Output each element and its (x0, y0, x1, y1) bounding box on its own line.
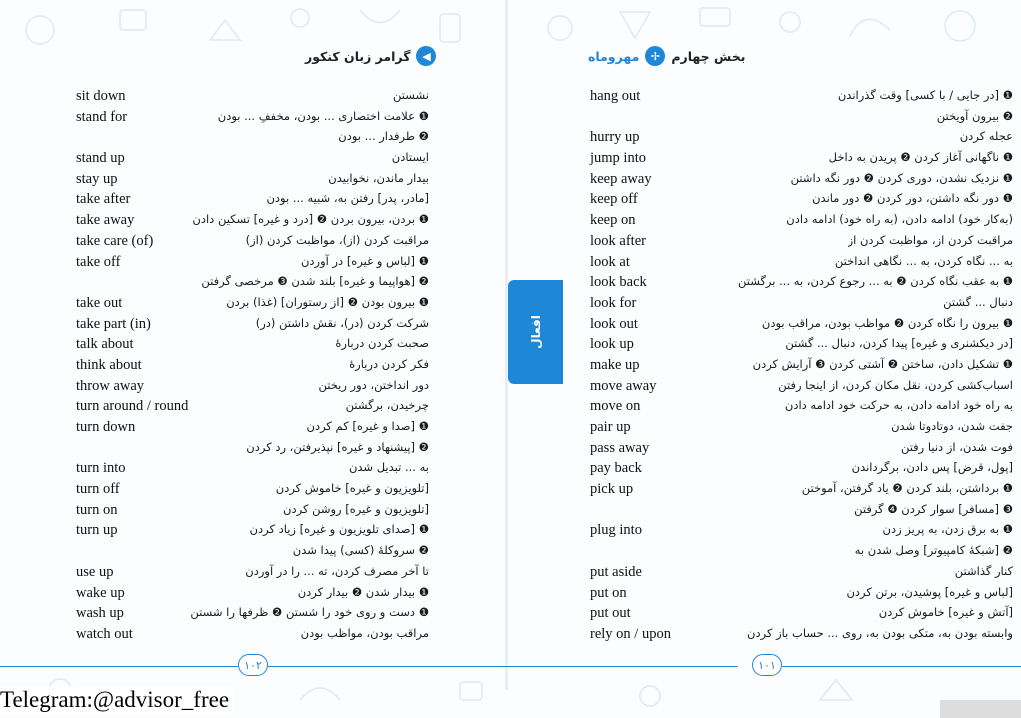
entry-row (0, 231, 505, 252)
persian-meaning: فکر کردن دربارهٔ (349, 356, 429, 371)
phrasal-verb: plug into (590, 522, 642, 539)
phrasal-verb: look for (590, 294, 637, 311)
persian-meaning: ❷ [پیشنهاد و غیره] نپذیرفتن، رد کردن (246, 439, 429, 454)
persian-meaning: [آتش و غیره] خاموش کردن (878, 605, 1013, 620)
phrasal-verb: watch out (76, 625, 133, 642)
persian-meaning: (به‌کار خود) ادامه دادن، (به راه خود) ادامه دادن (786, 212, 1013, 227)
entry-row (0, 624, 505, 645)
entry-row (0, 520, 505, 541)
persian-meaning: ❷ [هواپیما و غیره] بلند شدن ❸ مرخصی گرفتن (201, 274, 429, 289)
phrasal-verb: move away (590, 377, 657, 394)
persian-meaning: ❶ دست و روی خود را شستن ❷ ظرفها را شستن (190, 605, 429, 620)
phrasal-verb: turn up (76, 522, 118, 539)
phrasal-verb: think about (76, 356, 142, 373)
entry-row (0, 252, 505, 273)
entry-row (508, 86, 1021, 107)
phrasal-verb: use up (76, 563, 114, 580)
footer-rule-middle (268, 666, 738, 667)
persian-meaning: فوت شدن، از دنیا رفتن (900, 439, 1013, 454)
entry-row (508, 107, 1021, 128)
entry-row (0, 127, 505, 148)
persian-meaning: ❶ [صدای تلویزیون و غیره] زیاد کردن (249, 522, 429, 537)
entry-row (0, 314, 505, 335)
phrasal-verb: pair up (590, 419, 631, 435)
entry-row (0, 334, 505, 355)
right-page-header (588, 46, 745, 66)
entry-row (508, 314, 1021, 335)
entry-row (0, 396, 505, 417)
section-side-tab (508, 280, 563, 384)
entry-row (508, 458, 1021, 479)
entry-row (508, 169, 1021, 190)
entry-row (508, 334, 1021, 355)
phrasal-verb: take out (76, 294, 123, 311)
entry-row (508, 500, 1021, 521)
phrasal-verb: take off (76, 253, 121, 270)
entry-row (508, 148, 1021, 169)
phrasal-verb: keep off (590, 191, 638, 208)
persian-meaning: شرکت کردن (در)، نقش داشتن (در) (255, 315, 429, 330)
phrasal-verb: throw away (76, 377, 145, 394)
persian-meaning: ❶ تشکیل دادن، ساختن ❷ آشتی کردن ❸ آرایش کردن (752, 356, 1013, 371)
persian-meaning: نشستن (393, 88, 429, 102)
entry-row (0, 479, 505, 500)
persian-meaning: ❶ برداشتن، بلند کردن ❷ یاد گرفتن، آموختن (801, 481, 1013, 496)
phrasal-verb: keep on (590, 212, 636, 229)
phrasal-verb: take after (76, 191, 131, 208)
persian-meaning: ❶ به برق زدن، به پریز زدن (882, 522, 1013, 537)
persian-meaning: به راه خود ادامه دادن، به حرکت خود ادامه دادن (784, 398, 1013, 413)
persian-meaning: عجله کردن (959, 129, 1013, 144)
phrasal-verb: make up (590, 356, 640, 373)
phrasal-verb: look up (590, 336, 634, 353)
persian-meaning: چرخیدن، برگشتن (345, 398, 429, 413)
footer-rule-left-a (0, 666, 238, 667)
entry-row (508, 355, 1021, 376)
persian-meaning: ❷ سروکلهٔ (کسی) پیدا شدن (292, 543, 429, 558)
corner-shadow (940, 700, 1021, 718)
phrasal-verb: stand up (76, 150, 125, 167)
persian-meaning: به ... تبدیل شدن (348, 460, 429, 475)
entry-row (508, 479, 1021, 500)
persian-meaning: مراقب بودن، مواظب بودن (300, 625, 429, 640)
persian-meaning: ❶ به عقب نگاه کردن ❷ به ... رجوع کردن، به ... برگشتن (737, 274, 1013, 289)
entry-row (508, 127, 1021, 148)
entry-row (0, 458, 505, 479)
right-page-number: ۱۰۱ (752, 654, 782, 676)
entry-row (508, 189, 1021, 210)
phrasal-verb: put aside (590, 563, 642, 580)
entry-row (0, 86, 505, 107)
persian-meaning: تا آخر مصرف کردن، ته ... را در آوردن (245, 563, 429, 578)
phrasal-verb: turn off (76, 481, 120, 498)
entry-row (508, 562, 1021, 583)
phrasal-verb: look at (590, 253, 630, 270)
entry-row (0, 189, 505, 210)
persian-meaning: [در دیکشنری و غیره] پیدا کردن، دنبال ... گشتن (785, 336, 1013, 351)
entry-row (508, 396, 1021, 417)
entry-row (0, 169, 505, 190)
persian-meaning: ❶ [در جایی / با کسی] وقت گذراندن (837, 88, 1013, 102)
right-page (508, 0, 1021, 690)
persian-meaning: کنار گذاشتن (954, 563, 1013, 578)
persian-meaning: دور انداختن، دور ریختن (318, 377, 429, 392)
entry-row (0, 107, 505, 128)
entry-row (0, 376, 505, 397)
persian-meaning: ❶ بیدار شدن ❷ بیدار کردن (297, 584, 429, 599)
phrasal-verb: take away (76, 212, 135, 229)
phrasal-verb: stand for (76, 108, 128, 125)
persian-meaning: ❶ ناگهانی آغاز کردن ❷ پریدن به داخل (828, 150, 1013, 165)
phrasal-verb: put on (590, 584, 627, 601)
entry-row (0, 583, 505, 604)
phrasal-verb: look out (590, 315, 638, 332)
phrasal-verb: put out (590, 605, 631, 622)
entry-row (0, 148, 505, 169)
phrasal-verb: take care (of) (76, 232, 154, 249)
entry-row (508, 624, 1021, 645)
entry-row (0, 562, 505, 583)
left-page-number: ۱۰۲ (238, 654, 268, 676)
persian-meaning: ❷ بیرون آویختن (936, 108, 1013, 123)
right-entry-list (508, 86, 1021, 645)
persian-meaning: [لباس و غیره] پوشیدن، برتن کردن (846, 584, 1013, 599)
entry-row (508, 376, 1021, 397)
right-header-section: بخش چهارم (671, 48, 746, 64)
persian-meaning: [تلویزیون و غیره] روشن کردن (283, 501, 429, 516)
persian-meaning: اسباب‌کشی کردن، نقل مکان کردن، از اینجا رفتن (778, 377, 1013, 392)
entry-row (508, 417, 1021, 438)
persian-meaning: [مادر، پدر] رفتن به، شبیه ... بودن (266, 191, 429, 206)
entry-row (0, 355, 505, 376)
entry-row (0, 417, 505, 438)
persian-meaning: ❷ [شبکهٔ کامپیوتر] وصل شدن به (854, 543, 1013, 558)
phrasal-verb: pay back (590, 460, 642, 477)
left-page-header (305, 46, 436, 66)
entry-row (0, 272, 505, 293)
phrasal-verb: wash up (76, 605, 124, 622)
phrasal-verb: wake up (76, 584, 125, 601)
entry-row (508, 210, 1021, 231)
persian-meaning: ❶ [لباس و غیره] در آوردن (300, 253, 429, 268)
left-page (0, 0, 505, 690)
phrasal-verb: stay up (76, 170, 118, 187)
entry-row (508, 272, 1021, 293)
phrasal-verb: look after (590, 232, 646, 249)
persian-meaning: ❶ علامت اختصاری ... بودن، مخففِ ... بودن (217, 108, 429, 123)
left-header-title: گرامر زبان کنکور (305, 48, 411, 64)
persian-meaning: به ... نگاه کردن، به ... نگاهی انداختن (834, 253, 1013, 268)
phrasal-verb: talk about (76, 336, 134, 353)
phrasal-verb: turn around / round (76, 398, 189, 415)
persian-meaning: ❷ طرفدار ... بودن (338, 129, 429, 144)
phrasal-verb: turn into (76, 460, 126, 477)
entry-row (508, 252, 1021, 273)
persian-meaning: مراقبت کردن (از)، مواظبت کردن (از) (245, 232, 429, 247)
persian-meaning: ❶ بیرون را نگاه کردن ❷ مواظب بودن، مراقب بودن (761, 315, 1013, 330)
entry-row (508, 541, 1021, 562)
entry-row (508, 438, 1021, 459)
phrasal-verb: take part (in) (76, 315, 151, 332)
persian-meaning: بیدار ماندن، نخوابیدن (328, 170, 429, 185)
book-logo-icon: ◀ (416, 46, 436, 66)
persian-meaning: ایستادن (391, 150, 429, 165)
persian-meaning: صحبت کردن دربارهٔ (335, 336, 429, 351)
persian-meaning: دنبال ... گشتن (943, 294, 1013, 309)
footer-rule-right (782, 666, 1021, 667)
persian-meaning: مراقبت کردن از، مواظبت کردن از (847, 232, 1013, 247)
phrasal-verb: sit down (76, 88, 126, 104)
phrasal-verb: pass away (590, 439, 650, 456)
persian-meaning: ❶ دور نگه داشتن، دور کردن ❷ دور ماندن (812, 191, 1013, 206)
entry-row (0, 438, 505, 459)
phrasal-verb: move on (590, 398, 641, 415)
persian-meaning: [پول، قرض] پس دادن، برگرداندن (851, 460, 1013, 475)
entry-row (508, 231, 1021, 252)
phrasal-verb: pick up (590, 481, 634, 498)
persian-meaning: ❶ بیرون بودن ❷ [از رستوران] (غذا) بردن (226, 294, 429, 309)
telegram-watermark: Telegram:@advisor_free (0, 686, 233, 714)
side-tab-label: افعال (528, 315, 543, 349)
phrasal-verb: hurry up (590, 129, 640, 146)
brand-name: مهروماه (588, 48, 640, 64)
phrasal-verb: hang out (590, 88, 641, 104)
persian-meaning: ❶ نزدیک نشدن، دوری کردن ❷ دور نگه داشتن (790, 170, 1013, 185)
entry-row (508, 583, 1021, 604)
phrasal-verb: keep away (590, 170, 652, 187)
phrasal-verb: look back (590, 274, 647, 291)
left-entry-list (0, 86, 505, 645)
phrasal-verb: turn on (76, 501, 118, 518)
phrasal-verb: jump into (590, 150, 646, 167)
entry-row (0, 293, 505, 314)
persian-meaning: جفت شدن، دوتادوتا شدن (891, 419, 1013, 433)
entry-row (0, 603, 505, 624)
entry-row (0, 500, 505, 521)
persian-meaning: [تلویزیون و غیره] خاموش کردن (275, 481, 429, 496)
entry-row (0, 541, 505, 562)
entry-row (0, 210, 505, 231)
entry-row (508, 603, 1021, 624)
phrasal-verb: turn down (76, 419, 136, 435)
persian-meaning: ❸ [مسافر] سوار کردن ❹ گرفتن (854, 501, 1013, 516)
entry-row (508, 520, 1021, 541)
persian-meaning: ❶ [صدا و غیره] کم کردن (306, 419, 429, 433)
pinwheel-logo-icon: ✢ (645, 46, 665, 66)
persian-meaning: وابسته بودن به، متکی بودن به، روی ... حساب باز کردن (747, 625, 1013, 640)
persian-meaning: ❶ بردن، بیرون بردن ❷ [درد و غیره] تسکین دادن (192, 212, 429, 227)
phrasal-verb: rely on / upon (590, 625, 671, 642)
entry-row (508, 293, 1021, 314)
